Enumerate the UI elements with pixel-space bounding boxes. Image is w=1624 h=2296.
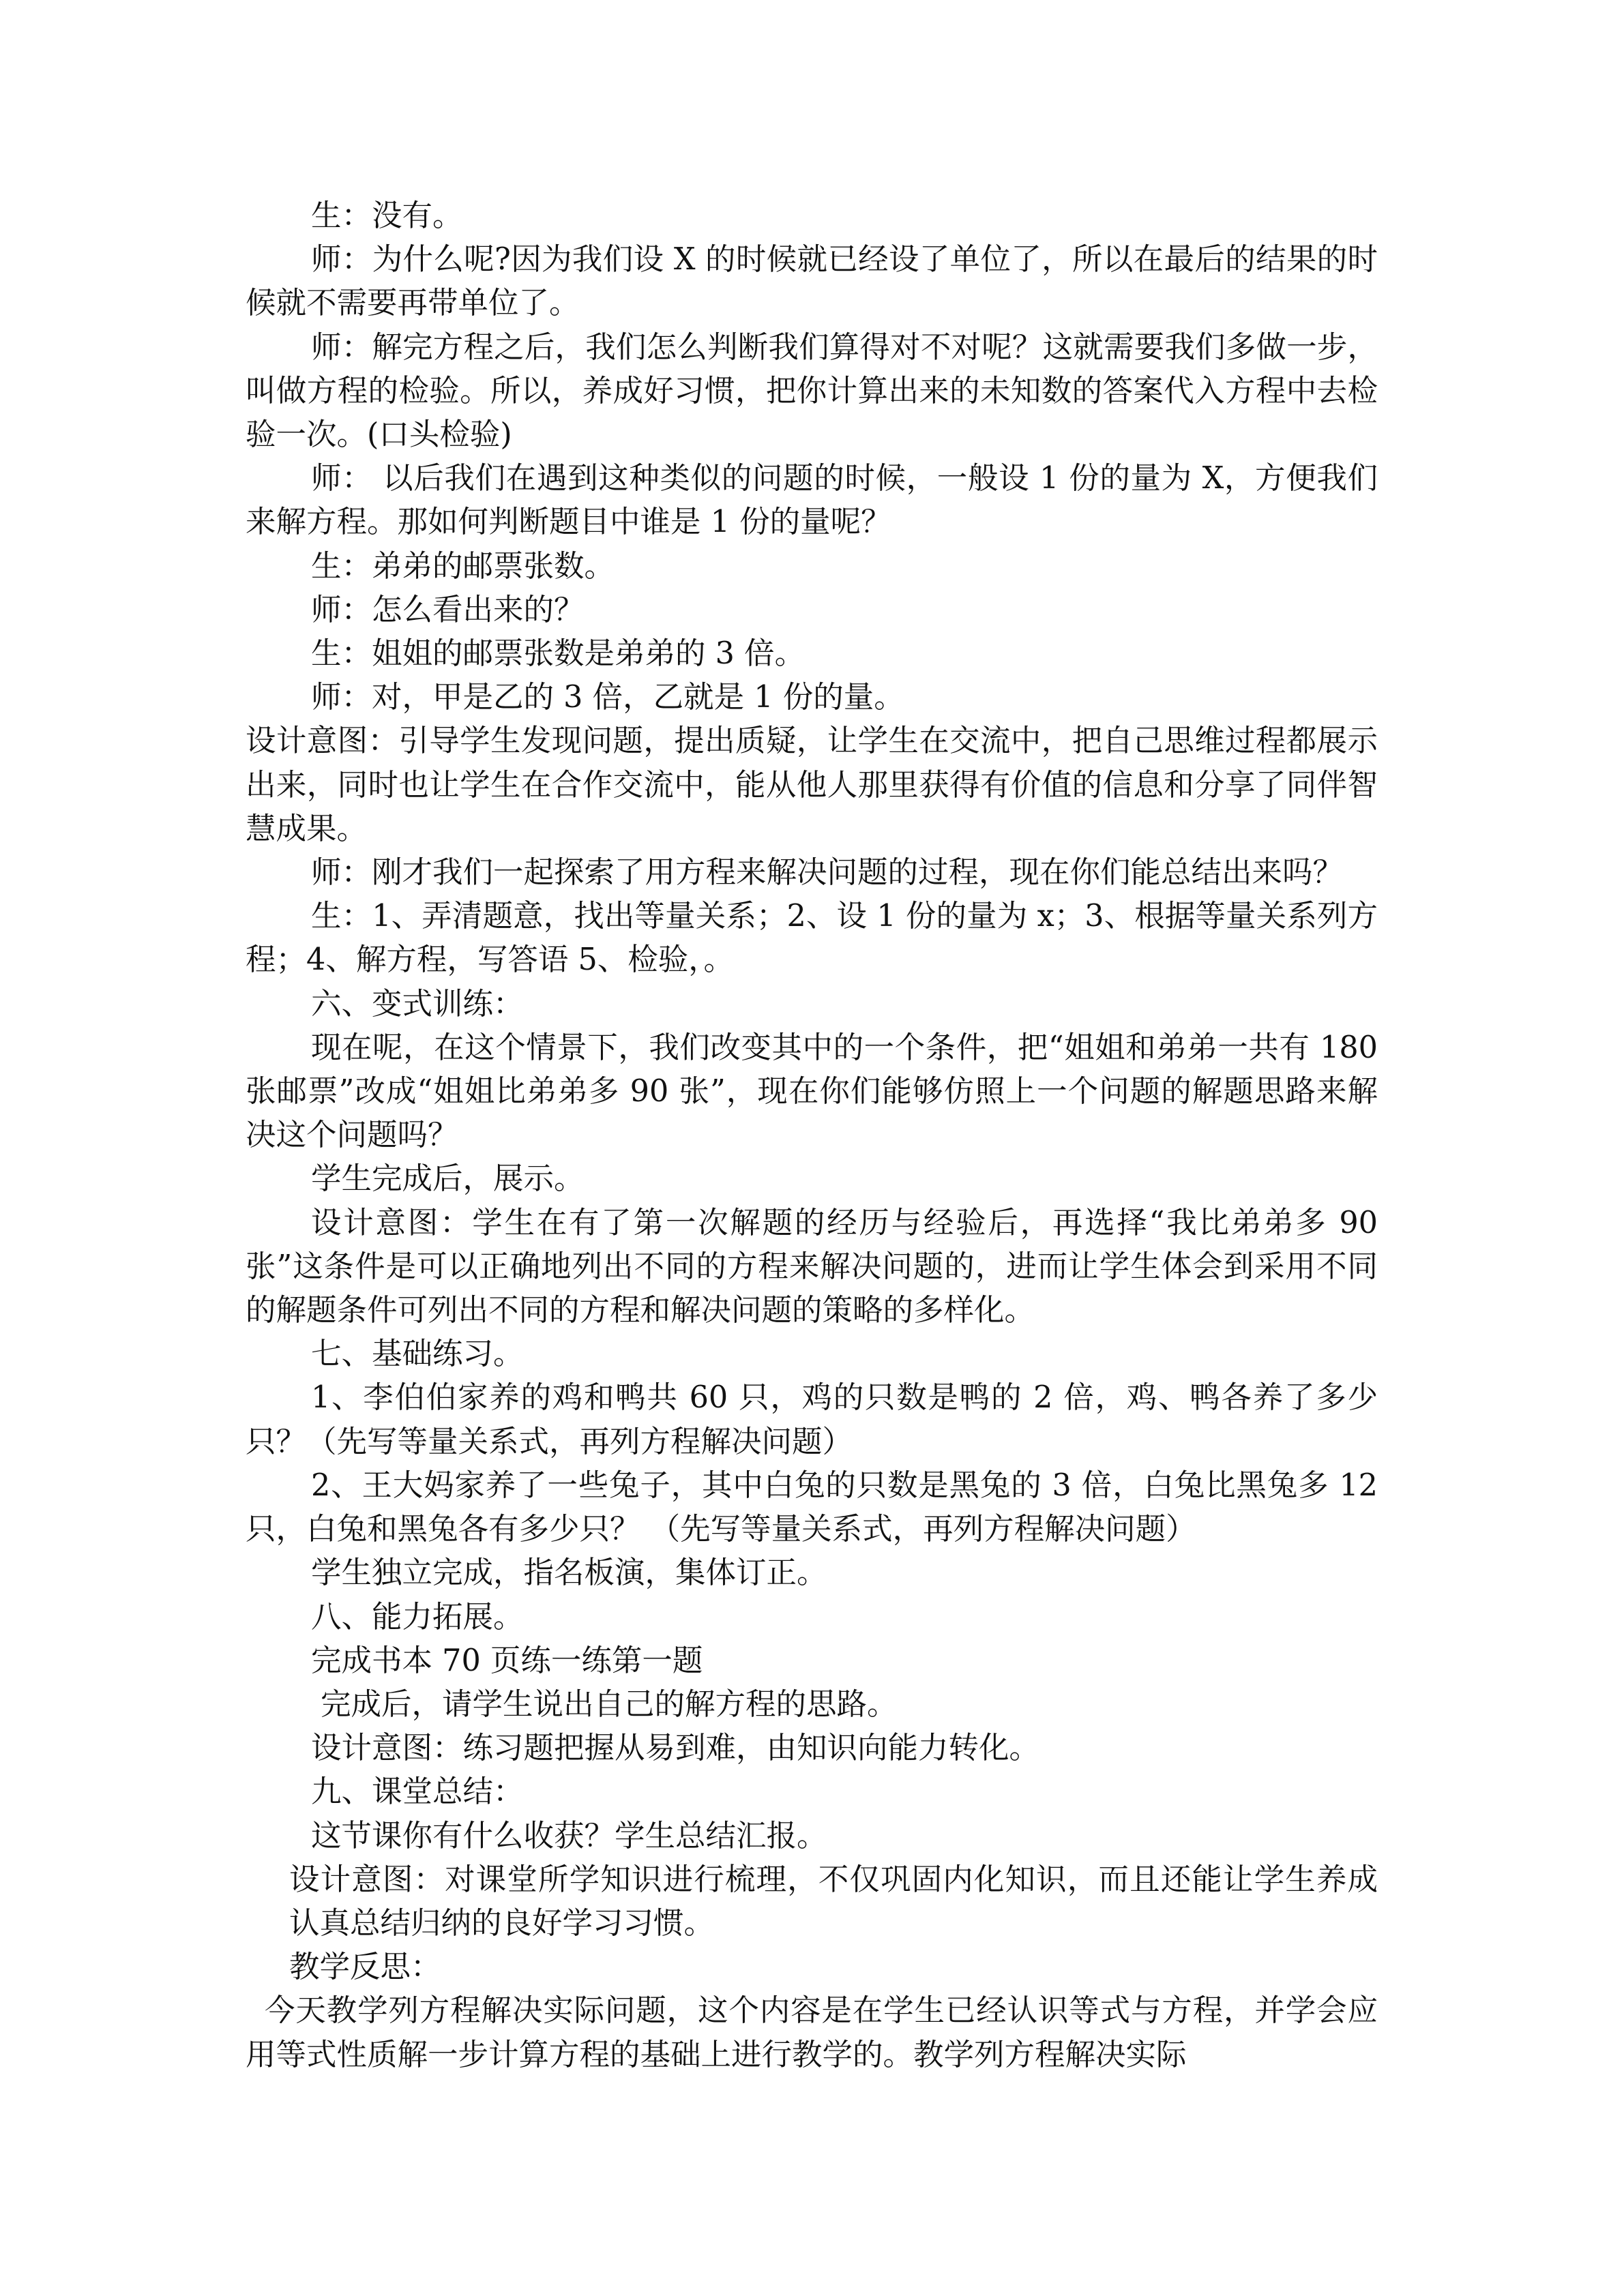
paragraph-student-no: 生：没有。	[311, 198, 463, 233]
paragraph-teacher-similar: 师： 以后我们在遇到这种类似的问题的时候，一般设 1 份的量为 X，方便我们来解方程。那如何判断题目中谁是 1 份的量呢？	[246, 461, 1378, 540]
paragraph-student-brother: 生：弟弟的邮票张数。	[311, 548, 615, 584]
paragraph-variant-task: 现在呢，在这个情景下，我们改变其中的一个条件，把“姐姐和弟弟一共有 180 张邮票”改成“姐姐比弟弟多 90 张”，现在你们能够仿照上一个问题的解题思路来解决这个问题吗？	[246, 1030, 1378, 1153]
paragraph-design-intent-3: 设计意图：练习题把握从易到难，由知识向能力转化。	[311, 1731, 1040, 1766]
heading-ability-extension: 八、能力拓展。	[311, 1599, 524, 1635]
paragraph-student-show: 学生完成后，展示。	[311, 1161, 585, 1197]
paragraph-teacher-why: 师：为什么呢?因为我们设 X 的时候就已经设了单位了，所以在最后的结果的时候就不需要再带单位了。	[246, 242, 1378, 321]
paragraph-student-sister: 生：姐姐的邮票张数是弟弟的 3 倍。	[311, 636, 806, 672]
paragraph-teacher-how: 师：怎么看出来的？	[311, 592, 585, 627]
paragraph-design-intent-2: 设计意图：学生在有了第一次解题的经历与经验后，再选择“我比弟弟多 90 张”这条件是可以正确地列出不同的方程来解决问题的，进而让学生体会到采用不同的解题条件可列出不同的方程和解决问题的策略的多样化。	[246, 1205, 1378, 1328]
heading-variant-training: 六、变式训练：	[311, 986, 524, 1022]
paragraph-book-exercise: 完成书本 70 页练一练第一题	[311, 1643, 703, 1678]
document-body	[246, 194, 1378, 2077]
paragraph-student-independent: 学生独立完成，指名板演，集体订正。	[311, 1555, 827, 1591]
paragraph-design-intent-4: 设计意图：对课堂所学知识进行梳理，不仅巩固内化知识，而且还能让学生养成认真总结归纳的良好学习习惯。	[289, 1862, 1378, 1941]
heading-teaching-reflection: 教学反思：	[289, 1950, 441, 1985]
paragraph-design-intent-1: 设计意图：引导学生发现问题，提出质疑，让学生在交流中，把自己思维过程都展示出来，同时也让学生在合作交流中，能从他人那里获得有价值的信息和分享了同伴智慧成果。	[246, 724, 1378, 846]
paragraph-teacher-check: 师：解完方程之后，我们怎么判断我们算得对不对呢？这就需要我们多做一步，叫做方程的检验。所以，养成好习惯，把你计算出来的未知数的答案代入方程中去检验一次。(口头检验)	[246, 329, 1378, 453]
paragraph-exercise-1: 1、李伯伯家养的鸡和鸭共 60 只，鸡的只数是鸭的 2 倍，鸡、鸭各养了多少只？（先写等量关系式，再列方程解决问题）	[246, 1380, 1378, 1459]
paragraph-teacher-summary: 师：刚才我们一起探索了用方程来解决问题的过程，现在你们能总结出来吗？	[311, 855, 1344, 891]
paragraph-teacher-right: 师：对，甲是乙的 3 倍，乙就是 1 份的量。	[311, 680, 904, 715]
paragraph-summary-question: 这节课你有什么收获？学生总结汇报。	[311, 1818, 827, 1853]
heading-class-summary: 九、课堂总结：	[311, 1774, 524, 1810]
paragraph-after-finish: 完成后，请学生说出自己的解方程的思路。	[321, 1686, 898, 1722]
paragraph-reflection: 今天教学列方程解决实际问题，这个内容是在学生已经认识等式与方程，并学会应用等式性质解一步计算方程的基础上进行教学的。教学列方程解决实际	[246, 1993, 1378, 2072]
paragraph-exercise-2: 2、王大妈家养了一些兔子，其中白兔的只数是黑兔的 3 倍，白兔比黑兔多 12 只，白兔和黑兔各有多少只？ （先写等量关系式，再列方程解决问题）	[246, 1467, 1378, 1547]
paragraph-student-steps: 生：1、弄清题意，找出等量关系；2、设 1 份的量为 x；3、根据等量关系列方程；4、解方程，写答语 5、检验，。	[246, 899, 1378, 978]
heading-basic-practice: 七、基础练习。	[311, 1337, 524, 1372]
